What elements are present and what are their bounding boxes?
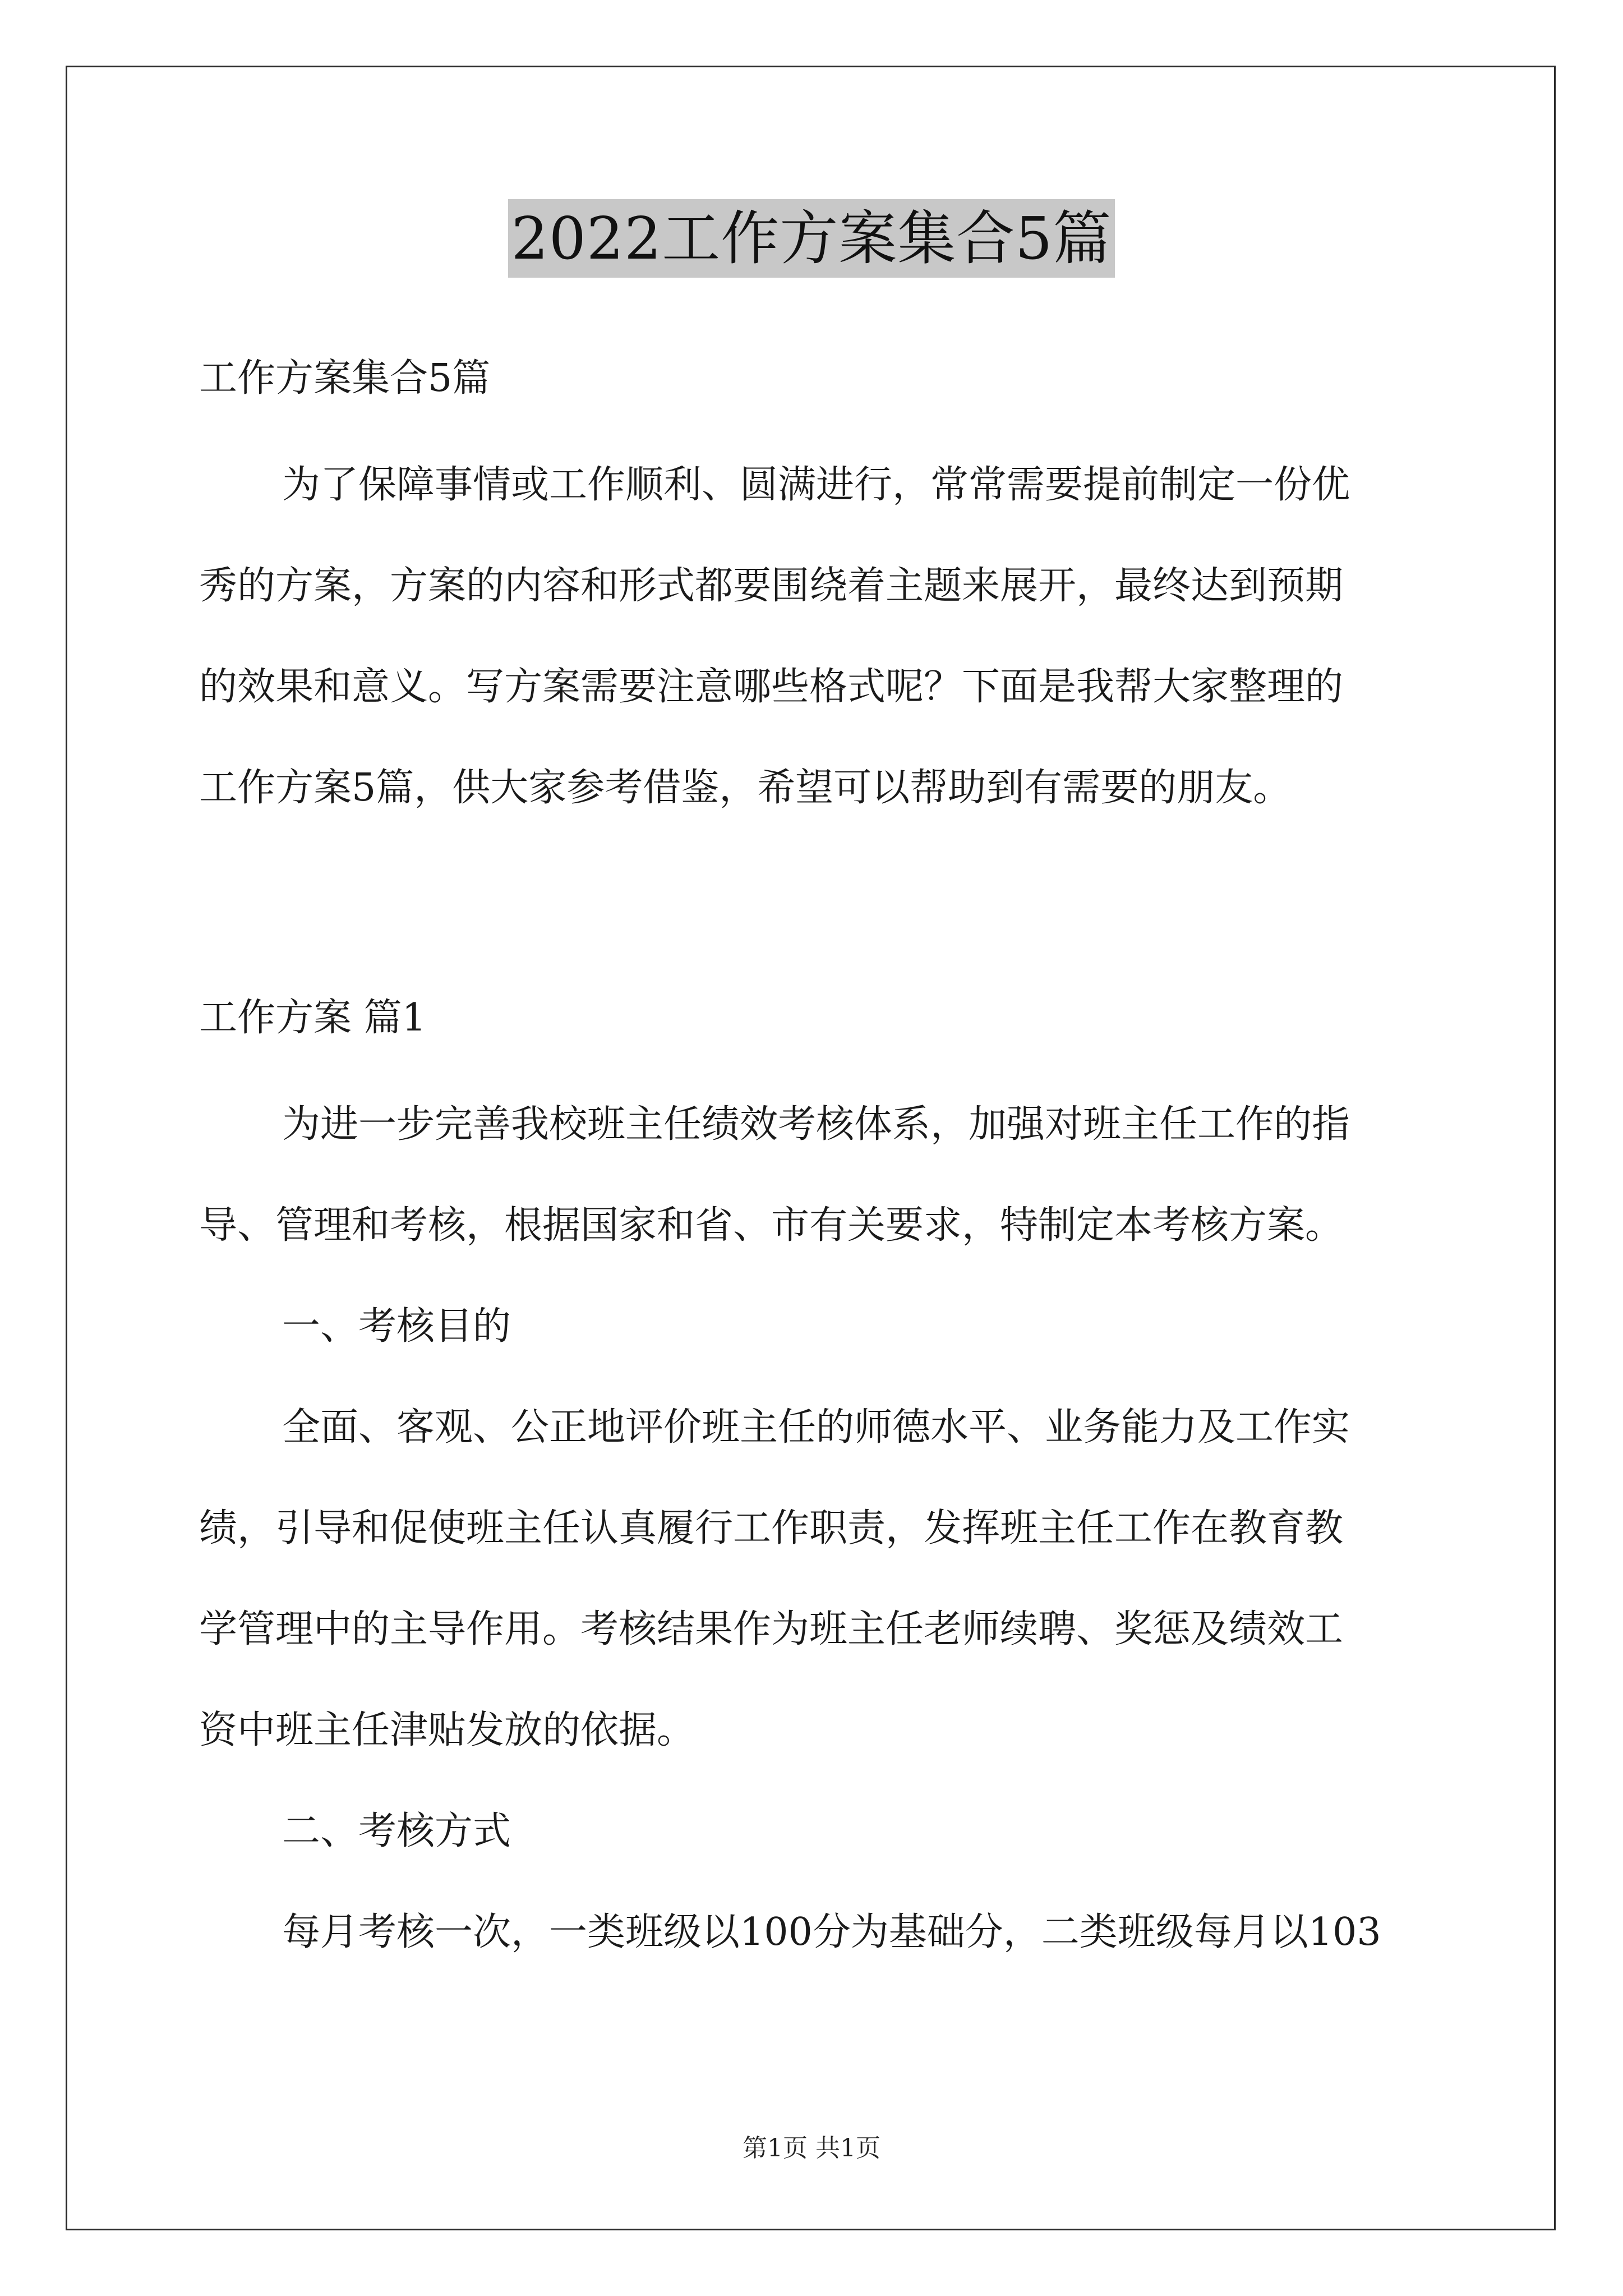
page-footer: 第1页 共1页 bbox=[743, 2134, 880, 2162]
intro-line: 为了保障事情或工作顺利、圆满进行，常常需要提前制定一份优 bbox=[282, 463, 1350, 507]
body-line: 全面、客观、公正地评价班主任的师德水平、业务能力及工作实 bbox=[282, 1405, 1350, 1450]
body-line: 为进一步完善我校班主任绩效考核体系，加强对班主任工作的指 bbox=[282, 1102, 1350, 1147]
subheading: 二、考核方式 bbox=[282, 1809, 511, 1853]
section-heading: 工作方案 篇1 bbox=[199, 996, 426, 1040]
intro-line: 秀的方案，方案的内容和形式都要围绕着主题来展开，最终达到预期 bbox=[199, 564, 1344, 608]
body-line: 资中班主任津贴发放的依据。 bbox=[199, 1708, 695, 1752]
subheading: 一、考核目的 bbox=[282, 1304, 511, 1349]
title-container bbox=[0, 199, 1623, 278]
document-title: 2022工作方案集合5篇 bbox=[508, 199, 1115, 278]
intro-line: 的效果和意义。写方案需要注意哪些格式呢？下面是我帮大家整理的 bbox=[199, 665, 1344, 709]
body-line: 导、管理和考核，根据国家和省、市有关要求，特制定本考核方案。 bbox=[199, 1203, 1344, 1248]
body-line: 学管理中的主导作用。考核结果作为班主任老师续聘、奖惩及绩效工 bbox=[199, 1607, 1344, 1651]
body-line: 绩，引导和促使班主任认真履行工作职责，发挥班主任工作在教育教 bbox=[199, 1506, 1344, 1550]
intro-line: 工作方案5篇，供大家参考借鉴，希望可以帮助到有需要的朋友。 bbox=[199, 766, 1292, 810]
body-line: 每月考核一次，一类班级以100分为基础分，二类班级每月以103 bbox=[282, 1910, 1381, 1954]
document-subtitle: 工作方案集合5篇 bbox=[199, 356, 491, 401]
